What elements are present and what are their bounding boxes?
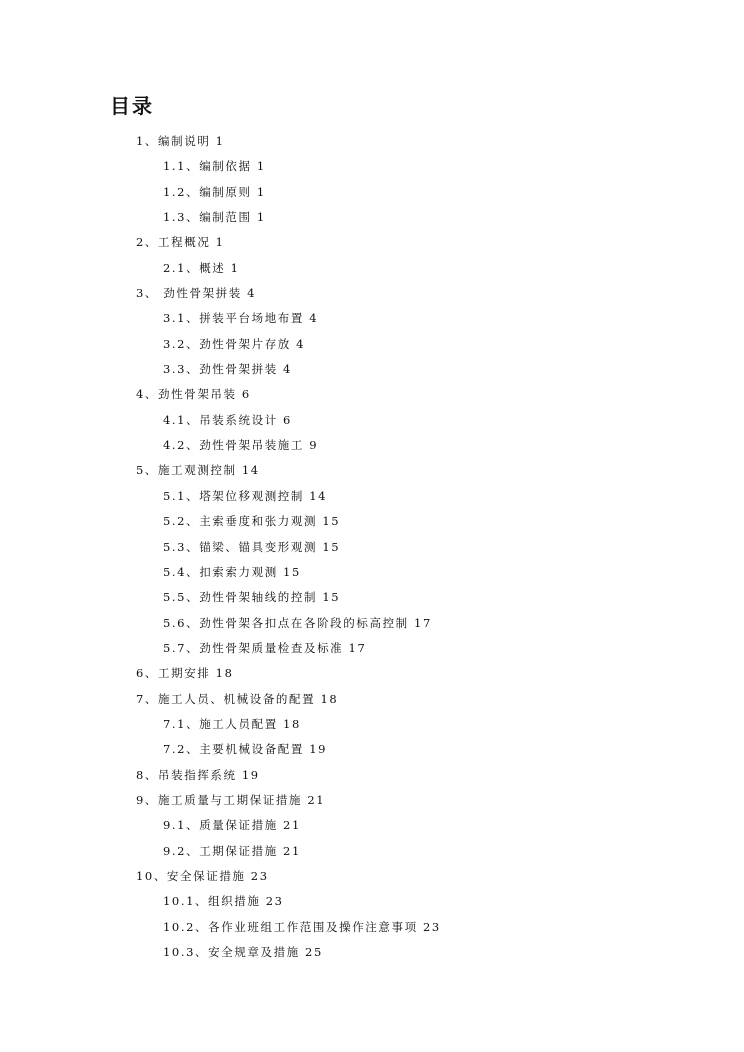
toc-entry-section[interactable]: 10、安全保证措施 23 bbox=[136, 868, 269, 883]
toc-entry-subsection[interactable]: 3.3、劲性骨架拼装 4 bbox=[163, 362, 292, 377]
toc-entry-subsection[interactable]: 5.4、扣索索力观测 15 bbox=[163, 564, 301, 579]
toc-entry-section[interactable]: 1、编制说明 1 bbox=[136, 134, 225, 148]
toc-entry-subsection[interactable]: 1.1、编制依据 1 bbox=[163, 159, 266, 174]
toc-entry-section[interactable]: 9、施工质量与工期保证措施 21 bbox=[136, 792, 326, 807]
toc-entry-subsection[interactable]: 10.1、组织措施 23 bbox=[163, 894, 284, 909]
toc-entry-section[interactable]: 4、劲性骨架吊装 6 bbox=[136, 387, 251, 402]
toc-entry-subsection[interactable]: 5.6、劲性骨架各扣点在各阶段的标高控制 17 bbox=[163, 615, 432, 630]
toc-entry-subsection[interactable]: 4.1、吊装系统设计 6 bbox=[163, 412, 292, 427]
toc-entry-subsection[interactable]: 10.2、各作业班组工作范围及操作注意事项 23 bbox=[163, 919, 441, 934]
toc-entry-subsection[interactable]: 1.2、编制原则 1 bbox=[163, 184, 266, 199]
toc-entry-section[interactable]: 2、工程概况 1 bbox=[136, 235, 225, 250]
toc-entry-subsection[interactable]: 5.7、劲性骨架质量检查及标准 17 bbox=[163, 640, 367, 655]
toc-entry-section[interactable]: 5、施工观测控制 14 bbox=[136, 463, 260, 478]
toc-entry-subsection[interactable]: 10.3、安全规章及措施 25 bbox=[163, 945, 323, 959]
toc-entry-section[interactable]: 6、工期安排 18 bbox=[136, 666, 234, 681]
toc-entry-subsection[interactable]: 5.1、塔架位移观测控制 14 bbox=[163, 488, 328, 503]
toc-entry-subsection[interactable]: 5.5、劲性骨架轴线的控制 15 bbox=[163, 590, 341, 605]
toc-entry-subsection[interactable]: 1.3、编制范围 1 bbox=[163, 210, 266, 225]
toc-entry-subsection[interactable]: 2.1、概述 1 bbox=[163, 260, 240, 275]
toc-entry-subsection[interactable]: 5.3、锚梁、锚具变形观测 15 bbox=[163, 539, 341, 554]
toc-entry-subsection[interactable]: 4.2、劲性骨架吊装施工 9 bbox=[163, 438, 319, 453]
toc-entry-subsection[interactable]: 9.2、工期保证措施 21 bbox=[163, 843, 301, 858]
toc-entry-section[interactable]: 3、 劲性骨架拼装 4 bbox=[136, 286, 257, 301]
toc-entry-subsection[interactable]: 9.1、质量保证措施 21 bbox=[163, 818, 301, 833]
toc-list bbox=[0, 129, 744, 965]
toc-entry-section[interactable]: 7、施工人员、机械设备的配置 18 bbox=[136, 691, 339, 706]
toc-entry-subsection[interactable]: 7.1、施工人员配置 18 bbox=[163, 716, 301, 731]
toc-entry-subsection[interactable]: 7.2、主要机械设备配置 19 bbox=[163, 742, 328, 757]
toc-entry-subsection[interactable]: 3.2、劲性骨架片存放 4 bbox=[163, 336, 306, 351]
toc-entry-subsection[interactable]: 5.2、主索垂度和张力观测 15 bbox=[163, 514, 341, 529]
toc-entry-section[interactable]: 8、吊装指挥系统 19 bbox=[136, 767, 260, 782]
toc-entry-subsection[interactable]: 3.1、拼装平台场地布置 4 bbox=[163, 311, 319, 326]
toc-title: 目录 bbox=[110, 94, 154, 118]
